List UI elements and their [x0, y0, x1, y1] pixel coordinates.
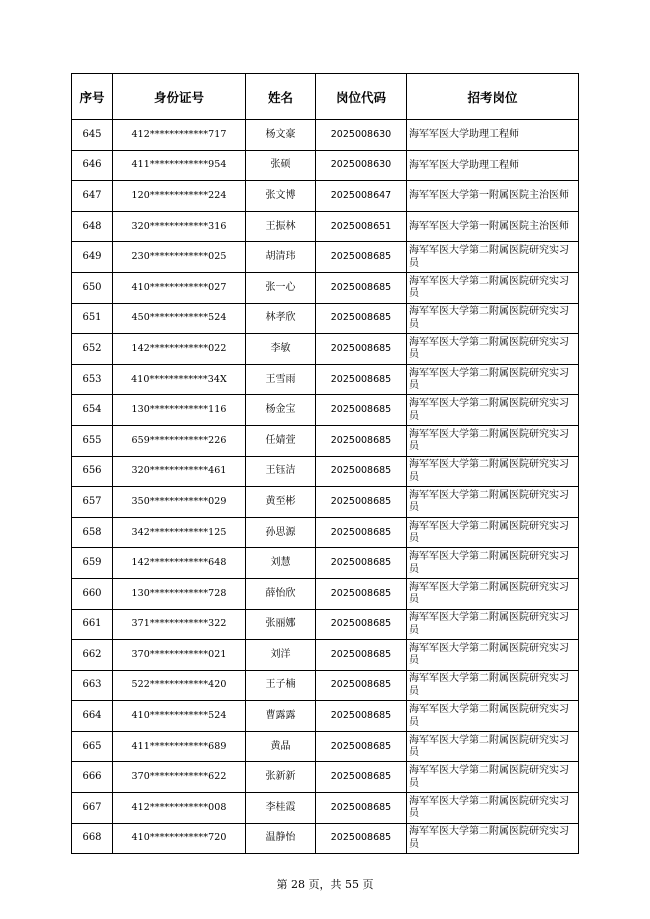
cell-id-number: 130************116 [113, 395, 246, 426]
cell-post: 海军军医大学第二附属医院研究实习员 [407, 242, 579, 273]
cell-id-number: 412************717 [113, 120, 246, 151]
cell-id-number: 522************420 [113, 670, 246, 701]
cell-post: 海军军医大学第二附属医院研究实习员 [407, 762, 579, 793]
cell-id-number: 320************461 [113, 456, 246, 487]
cell-name: 黄晶 [246, 731, 316, 762]
table-row [72, 701, 579, 732]
table-row [72, 334, 579, 365]
cell-name: 王钰洁 [246, 456, 316, 487]
table-row [72, 731, 579, 762]
cell-name: 李敏 [246, 334, 316, 365]
cell-post-code: 2025008685 [316, 793, 407, 824]
table-header-row [72, 74, 579, 120]
cell-index: 653 [72, 364, 113, 395]
cell-post: 海军军医大学第二附属医院研究实习员 [407, 517, 579, 548]
cell-post: 海军军医大学第二附属医院研究实习员 [407, 670, 579, 701]
cell-name: 薛怡欣 [246, 578, 316, 609]
cell-index: 657 [72, 487, 113, 518]
table-row [72, 456, 579, 487]
cell-post-code: 2025008685 [316, 578, 407, 609]
cell-post-code: 2025008685 [316, 425, 407, 456]
cell-post-code: 2025008685 [316, 640, 407, 671]
table-row [72, 762, 579, 793]
cell-name: 杨文豪 [246, 120, 316, 151]
cell-name: 张丽娜 [246, 609, 316, 640]
table-row [72, 303, 579, 334]
cell-id-number: 410************34X [113, 364, 246, 395]
table-row [72, 364, 579, 395]
cell-name: 王雪雨 [246, 364, 316, 395]
table-row [72, 181, 579, 212]
cell-post-code: 2025008685 [316, 364, 407, 395]
cell-name: 王振林 [246, 211, 316, 242]
cell-name: 张一心 [246, 272, 316, 303]
table-row [72, 395, 579, 426]
cell-id-number: 410************027 [113, 272, 246, 303]
cell-index: 652 [72, 334, 113, 365]
cell-index: 658 [72, 517, 113, 548]
cell-post-code: 2025008685 [316, 517, 407, 548]
table-row [72, 793, 579, 824]
cell-post-code: 2025008685 [316, 242, 407, 273]
cell-name: 刘慧 [246, 548, 316, 579]
table-row [72, 548, 579, 579]
cell-id-number: 370************021 [113, 640, 246, 671]
table-row [72, 211, 579, 242]
cell-post-code: 2025008685 [316, 395, 407, 426]
cell-post: 海军军医大学第一附属医院主治医师 [407, 211, 579, 242]
table-row [72, 640, 579, 671]
cell-post: 海军军医大学第二附属医院研究实习员 [407, 425, 579, 456]
cell-name: 刘洋 [246, 640, 316, 671]
cell-post-code: 2025008685 [316, 823, 407, 854]
cell-id-number: 410************524 [113, 701, 246, 732]
cell-index: 659 [72, 548, 113, 579]
header-name: 姓名 [246, 74, 316, 120]
cell-name: 张文博 [246, 181, 316, 212]
cell-name: 张硕 [246, 150, 316, 181]
table-row [72, 578, 579, 609]
cell-id-number: 371************322 [113, 609, 246, 640]
cell-name: 王子楠 [246, 670, 316, 701]
cell-id-number: 350************029 [113, 487, 246, 518]
cell-post-code: 2025008651 [316, 211, 407, 242]
cell-id-number: 412************008 [113, 793, 246, 824]
cell-post-code: 2025008685 [316, 487, 407, 518]
cell-index: 654 [72, 395, 113, 426]
header-post-code: 岗位代码 [316, 74, 407, 120]
cell-index: 661 [72, 609, 113, 640]
cell-id-number: 142************648 [113, 548, 246, 579]
table-row [72, 150, 579, 181]
cell-name: 曹露露 [246, 701, 316, 732]
cell-index: 645 [72, 120, 113, 151]
cell-index: 660 [72, 578, 113, 609]
cell-id-number: 411************689 [113, 731, 246, 762]
cell-post-code: 2025008685 [316, 701, 407, 732]
cell-index: 651 [72, 303, 113, 334]
cell-id-number: 411************954 [113, 150, 246, 181]
cell-post-code: 2025008630 [316, 120, 407, 151]
cell-post: 海军军医大学第二附属医院研究实习员 [407, 272, 579, 303]
cell-index: 656 [72, 456, 113, 487]
cell-post: 海军军医大学第二附属医院研究实习员 [407, 823, 579, 854]
cell-id-number: 320************316 [113, 211, 246, 242]
cell-post: 海军军医大学第二附属医院研究实习员 [407, 731, 579, 762]
cell-post: 海军军医大学第二附属医院研究实习员 [407, 548, 579, 579]
cell-index: 646 [72, 150, 113, 181]
cell-index: 667 [72, 793, 113, 824]
cell-post-code: 2025008685 [316, 456, 407, 487]
cell-post: 海军军医大学第二附属医院研究实习员 [407, 701, 579, 732]
cell-name: 李桂霞 [246, 793, 316, 824]
cell-post: 海军军医大学第二附属医院研究实习员 [407, 578, 579, 609]
cell-id-number: 410************720 [113, 823, 246, 854]
table-row [72, 242, 579, 273]
cell-id-number: 370************622 [113, 762, 246, 793]
cell-id-number: 130************728 [113, 578, 246, 609]
table-body [72, 120, 579, 854]
cell-post-code: 2025008685 [316, 731, 407, 762]
cell-id-number: 659************226 [113, 425, 246, 456]
table-row [72, 609, 579, 640]
cell-post-code: 2025008685 [316, 334, 407, 365]
cell-post: 海军军医大学第二附属医院研究实习员 [407, 303, 579, 334]
cell-index: 666 [72, 762, 113, 793]
cell-index: 662 [72, 640, 113, 671]
page-number: 第 28 页，共 55 页 [276, 878, 374, 891]
cell-post-code: 2025008685 [316, 762, 407, 793]
table-row [72, 120, 579, 151]
cell-post-code: 2025008685 [316, 548, 407, 579]
cell-name: 林孝欣 [246, 303, 316, 334]
cell-index: 664 [72, 701, 113, 732]
cell-index: 647 [72, 181, 113, 212]
cell-index: 668 [72, 823, 113, 854]
table-row [72, 670, 579, 701]
cell-name: 黄至彬 [246, 487, 316, 518]
cell-post: 海军军医大学第一附属医院主治医师 [407, 181, 579, 212]
cell-post-code: 2025008685 [316, 670, 407, 701]
cell-index: 655 [72, 425, 113, 456]
cell-index: 650 [72, 272, 113, 303]
cell-name: 孙思源 [246, 517, 316, 548]
cell-id-number: 342************125 [113, 517, 246, 548]
cell-post: 海军军医大学第二附属医院研究实习员 [407, 334, 579, 365]
candidate-table [71, 73, 579, 854]
cell-post: 海军军医大学助理工程师 [407, 150, 579, 181]
cell-post-code: 2025008685 [316, 609, 407, 640]
table-row [72, 272, 579, 303]
cell-post: 海军军医大学第二附属医院研究实习员 [407, 395, 579, 426]
table-row [72, 425, 579, 456]
cell-index: 665 [72, 731, 113, 762]
cell-name: 张新新 [246, 762, 316, 793]
cell-post: 海军军医大学第二附属医院研究实习员 [407, 487, 579, 518]
cell-id-number: 120************224 [113, 181, 246, 212]
cell-post: 海军军医大学助理工程师 [407, 120, 579, 151]
cell-index: 648 [72, 211, 113, 242]
cell-name: 杨金宝 [246, 395, 316, 426]
header-id-number: 身份证号 [113, 74, 246, 120]
cell-post-code: 2025008685 [316, 272, 407, 303]
cell-post: 海军军医大学第二附属医院研究实习员 [407, 640, 579, 671]
header-index: 序号 [72, 74, 113, 120]
cell-id-number: 230************025 [113, 242, 246, 273]
cell-id-number: 450************524 [113, 303, 246, 334]
cell-name: 胡清玮 [246, 242, 316, 273]
cell-index: 663 [72, 670, 113, 701]
table-row [72, 517, 579, 548]
table-row [72, 823, 579, 854]
cell-index: 649 [72, 242, 113, 273]
header-post: 招考岗位 [407, 74, 579, 120]
cell-name: 温静怡 [246, 823, 316, 854]
cell-post-code: 2025008685 [316, 303, 407, 334]
cell-post: 海军军医大学第二附属医院研究实习员 [407, 793, 579, 824]
cell-post: 海军军医大学第二附属医院研究实习员 [407, 456, 579, 487]
cell-post: 海军军医大学第二附属医院研究实习员 [407, 609, 579, 640]
cell-post-code: 2025008630 [316, 150, 407, 181]
cell-id-number: 142************022 [113, 334, 246, 365]
cell-post-code: 2025008647 [316, 181, 407, 212]
cell-name: 任婧萱 [246, 425, 316, 456]
table-row [72, 487, 579, 518]
cell-post: 海军军医大学第二附属医院研究实习员 [407, 364, 579, 395]
